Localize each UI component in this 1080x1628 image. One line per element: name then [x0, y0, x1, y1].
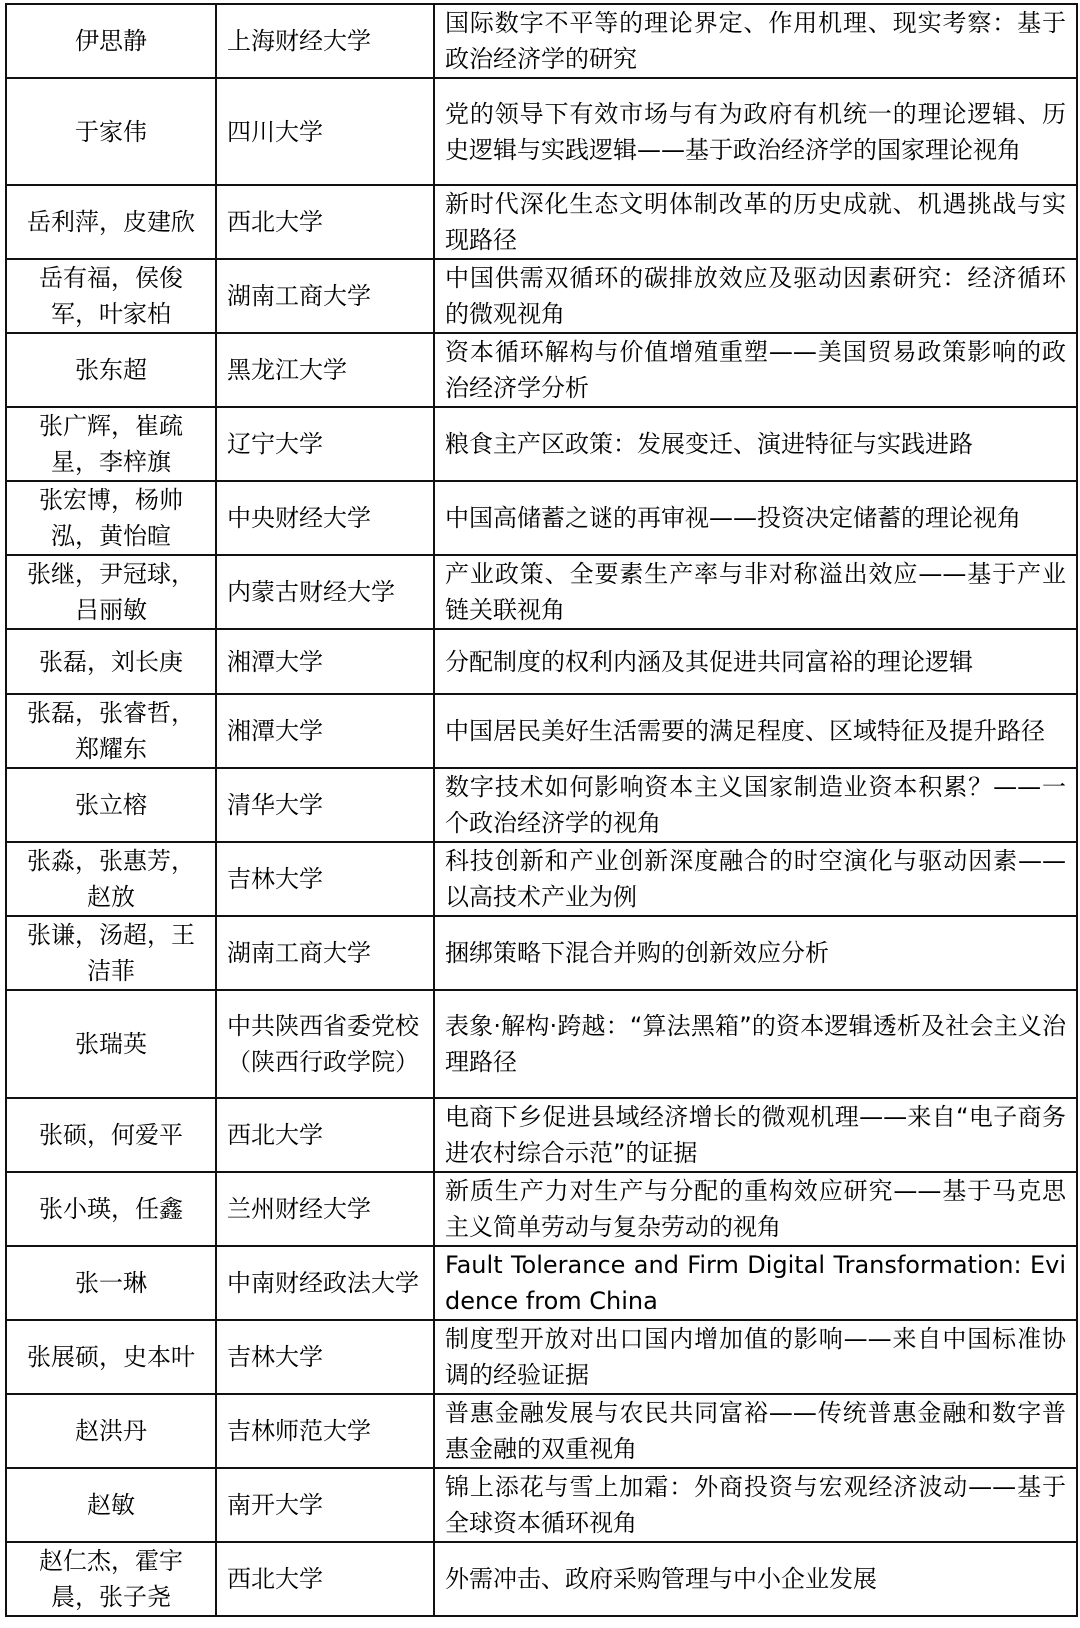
- table-row: [6, 1098, 1077, 1172]
- title-cell: 国际数字不平等的理论界定、作用机理、现实考察：基于政治经济学的研究: [434, 4, 1077, 78]
- author-cell: 岳有福，侯俊军，叶家柏: [6, 259, 216, 333]
- author-cell: 张立榕: [6, 768, 216, 842]
- institution-cell: 中共陕西省委党校（陕西行政学院）: [216, 990, 434, 1098]
- institution-cell: 四川大学: [216, 78, 434, 185]
- author-cell: 赵洪丹: [6, 1394, 216, 1468]
- title-cell: 外需冲击、政府采购管理与中小企业发展: [434, 1542, 1077, 1616]
- author-cell: 岳利萍，皮建欣: [6, 185, 216, 259]
- table-row: [6, 1542, 1077, 1616]
- title-cell: 新质生产力对生产与分配的重构效应研究——基于马克思主义简单劳动与复杂劳动的视角: [434, 1172, 1077, 1246]
- title-cell: 中国高储蓄之谜的再审视——投资决定储蓄的理论视角: [434, 481, 1077, 555]
- author-cell: 赵敏: [6, 1468, 216, 1542]
- author-cell: 张谦，汤超，王洁菲: [6, 916, 216, 990]
- author-cell: 张广辉，崔疏星，李梓旗: [6, 407, 216, 481]
- institution-cell: 吉林大学: [216, 1320, 434, 1394]
- author-cell: 伊思静: [6, 4, 216, 78]
- author-cell: 张继，尹冠球，吕丽敏: [6, 555, 216, 629]
- table-row: [6, 78, 1077, 185]
- title-cell: 表象·解构·跨越：“算法黑箱”的资本逻辑透析及社会主义治理路径: [434, 990, 1077, 1098]
- title-cell: 党的领导下有效市场与有为政府有机统一的理论逻辑、历史逻辑与实践逻辑——基于政治经济学的国家理论视角: [434, 78, 1077, 185]
- institution-cell: 辽宁大学: [216, 407, 434, 481]
- title-cell: 新时代深化生态文明体制改革的历史成就、机遇挑战与实现路径: [434, 185, 1077, 259]
- institution-cell: 湘潭大学: [216, 629, 434, 694]
- author-cell: 张一琳: [6, 1246, 216, 1320]
- institution-cell: 黑龙江大学: [216, 333, 434, 407]
- title-cell: 普惠金融发展与农民共同富裕——传统普惠金融和数字普惠金融的双重视角: [434, 1394, 1077, 1468]
- author-cell: 张硕，何爱平: [6, 1098, 216, 1172]
- institution-cell: 吉林师范大学: [216, 1394, 434, 1468]
- table-row: [6, 1468, 1077, 1542]
- author-cell: 张小瑛，任鑫: [6, 1172, 216, 1246]
- institution-cell: 南开大学: [216, 1468, 434, 1542]
- author-cell: 张磊，刘长庚: [6, 629, 216, 694]
- title-cell: 产业政策、全要素生产率与非对称溢出效应——基于产业链关联视角: [434, 555, 1077, 629]
- institution-cell: 清华大学: [216, 768, 434, 842]
- institution-cell: 中南财经政法大学: [216, 1246, 434, 1320]
- institution-cell: 西北大学: [216, 185, 434, 259]
- author-cell: 张宏博，杨帅泓，黄怡暄: [6, 481, 216, 555]
- table-row: [6, 768, 1077, 842]
- table-row: [6, 916, 1077, 990]
- table-row: [6, 694, 1077, 768]
- institution-cell: 上海财经大学: [216, 4, 434, 78]
- title-cell: 资本循环解构与价值增殖重塑——美国贸易政策影响的政治经济学分析: [434, 333, 1077, 407]
- table-row: [6, 333, 1077, 407]
- author-cell: 张瑞英: [6, 990, 216, 1098]
- table-row: [6, 259, 1077, 333]
- table-row: [6, 481, 1077, 555]
- institution-cell: 湖南工商大学: [216, 916, 434, 990]
- paper-list-table: [5, 3, 1078, 1617]
- title-cell: 捆绑策略下混合并购的创新效应分析: [434, 916, 1077, 990]
- table-row: [6, 407, 1077, 481]
- author-cell: 张东超: [6, 333, 216, 407]
- institution-cell: 湖南工商大学: [216, 259, 434, 333]
- institution-cell: 中央财经大学: [216, 481, 434, 555]
- author-cell: 张展硕，史本叶: [6, 1320, 216, 1394]
- title-cell: 分配制度的权利内涵及其促进共同富裕的理论逻辑: [434, 629, 1077, 694]
- title-cell: 科技创新和产业创新深度融合的时空演化与驱动因素——以高技术产业为例: [434, 842, 1077, 916]
- institution-cell: 兰州财经大学: [216, 1172, 434, 1246]
- title-cell: 锦上添花与雪上加霜：外商投资与宏观经济波动——基于全球资本循环视角: [434, 1468, 1077, 1542]
- title-cell: 中国供需双循环的碳排放效应及驱动因素研究：经济循环的微观视角: [434, 259, 1077, 333]
- table-row: [6, 990, 1077, 1098]
- table-row: [6, 4, 1077, 78]
- table-row: [6, 842, 1077, 916]
- table-row: [6, 1246, 1077, 1320]
- institution-cell: 内蒙古财经大学: [216, 555, 434, 629]
- institution-cell: 吉林大学: [216, 842, 434, 916]
- institution-cell: 西北大学: [216, 1098, 434, 1172]
- author-cell: 赵仁杰，霍宇晨，张子尧: [6, 1542, 216, 1616]
- title-cell: 粮食主产区政策：发展变迁、演进特征与实践进路: [434, 407, 1077, 481]
- title-cell: Fault Tolerance and Firm Digital Transformation: Evidence from China: [434, 1246, 1077, 1320]
- author-cell: 张淼，张惠芳，赵放: [6, 842, 216, 916]
- title-cell: 电商下乡促进县域经济增长的微观机理——来自“电子商务进农村综合示范”的证据: [434, 1098, 1077, 1172]
- table-row: [6, 1172, 1077, 1246]
- title-cell: 制度型开放对出口国内增加值的影响——来自中国标准协调的经验证据: [434, 1320, 1077, 1394]
- table-row: [6, 185, 1077, 259]
- author-cell: 于家伟: [6, 78, 216, 185]
- institution-cell: 西北大学: [216, 1542, 434, 1616]
- table-row: [6, 1320, 1077, 1394]
- table-row: [6, 1394, 1077, 1468]
- title-cell: 数字技术如何影响资本主义国家制造业资本积累？——一个政治经济学的视角: [434, 768, 1077, 842]
- table-row: [6, 555, 1077, 629]
- table-row: [6, 629, 1077, 694]
- author-cell: 张磊，张睿哲，郑耀东: [6, 694, 216, 768]
- title-cell: 中国居民美好生活需要的满足程度、区域特征及提升路径: [434, 694, 1077, 768]
- institution-cell: 湘潭大学: [216, 694, 434, 768]
